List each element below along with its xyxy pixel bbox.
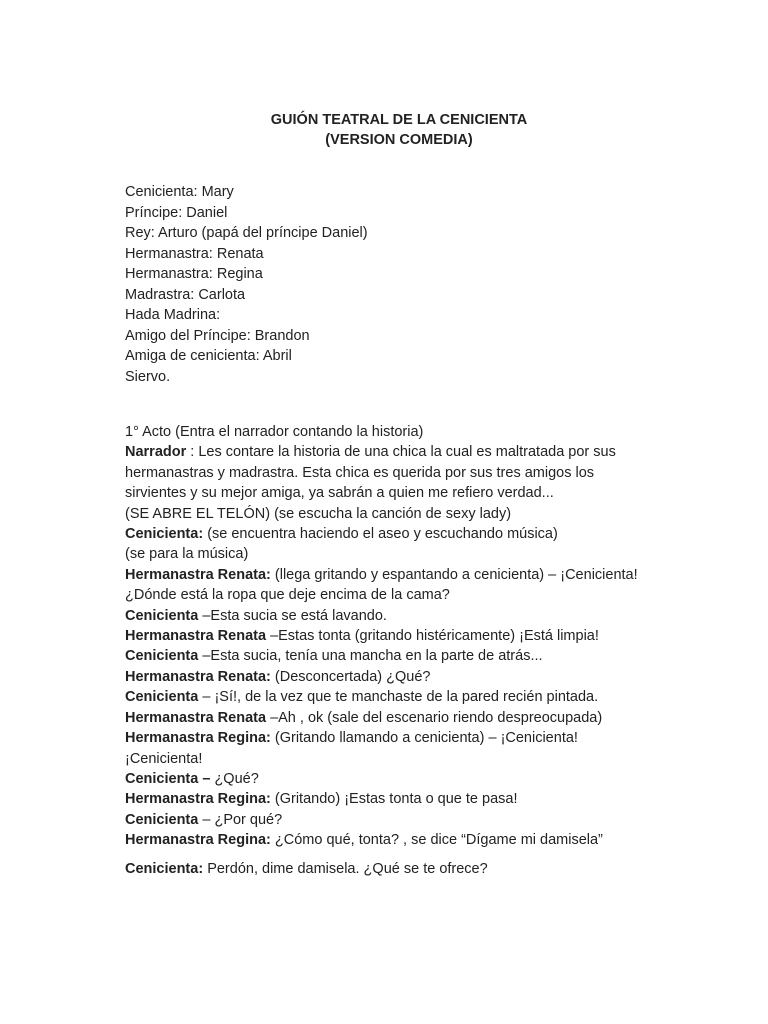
cast-item: Príncipe: Daniel — [125, 204, 228, 221]
dialogue-line — [125, 524, 705, 544]
dialogue-text: –Esta sucia se está lavando. — [198, 607, 387, 624]
cast-item: Madrastra: Carlota — [125, 286, 246, 303]
dialogue-text: ¿Cómo qué, tonta? , se dice “Dígame mi damisela” — [270, 832, 603, 849]
speaker-name: Hermanastra Renata — [125, 628, 267, 645]
speaker-name: Hermanastra Renata: — [125, 668, 271, 685]
dialogue-text: (llega gritando y espantando a cenicienta) – ¡Cenicienta! — [270, 566, 638, 583]
cast-item: Rey: Arturo (papá del príncipe Daniel) — [125, 225, 368, 241]
dialogue-text: (se encuentra haciendo el aseo y escuchando música) — [203, 526, 558, 543]
dialogue-line — [125, 667, 705, 687]
dialogue-text: –Ah , ok (sale del escenario riendo despreocupada) — [266, 709, 603, 726]
dialogue-text: – ¿Por qué? — [198, 811, 283, 828]
dialogue-line — [125, 606, 705, 626]
cast-item: Amigo del Príncipe: Brandon — [125, 327, 310, 344]
dialogue-text: (Desconcertada) ¿Qué? — [270, 668, 431, 685]
act-heading: 1° Acto (Entra el narrador contando la historia) — [125, 424, 424, 440]
cast-item: Siervo. — [125, 368, 171, 385]
dialogue-continuation: ¿Dónde está la ropa que deje encima de la cama? — [125, 587, 450, 604]
dialogue-line — [125, 810, 705, 830]
cast-item: Hermanastra: Regina — [125, 266, 263, 282]
dialogue-continuation: ¡Cenicienta! — [125, 750, 203, 767]
speaker-name: Cenicienta — [125, 607, 199, 624]
dialogue-line — [125, 830, 705, 850]
dialogue-line — [125, 728, 705, 748]
speaker-name: Hermanastra Regina: — [125, 832, 271, 849]
speaker-name: Hermanastra Renata: — [125, 566, 271, 583]
dialogue-text: : Les contare la historia de una chica la cual es maltratada por sus — [186, 444, 616, 461]
dialogue-line — [125, 442, 705, 462]
speaker-name: Cenicienta – — [125, 770, 211, 787]
dialogue-line — [125, 769, 705, 789]
speaker-name: Cenicienta: — [125, 526, 204, 543]
dialogue-line — [125, 789, 705, 809]
dialogue-continuation: hermanastras y madrastra. Esta chica es querida por sus tres amigos los — [125, 464, 595, 481]
script-body — [125, 422, 705, 879]
dialogue-line — [125, 687, 705, 707]
cast-item: Amiga de cenicienta: Abril — [125, 348, 292, 364]
speaker-name: Narrador — [125, 444, 187, 461]
cast-item: Hermanastra: Renata — [125, 245, 264, 262]
stage-direction: (se para la música) — [125, 546, 249, 563]
dialogue-text: Perdón, dime damisela. ¿Qué se te ofrece? — [203, 860, 488, 877]
dialogue-text: –Esta sucia, tenía una mancha en la parte de atrás... — [198, 648, 543, 665]
dialogue-line — [125, 565, 705, 585]
dialogue-line — [125, 646, 705, 666]
title-line-1: GUIÓN TEATRAL DE LA CENICIENTA — [270, 112, 528, 128]
cast-item: Hada Madrina: — [125, 307, 221, 323]
document-title — [0, 110, 768, 150]
dialogue-line — [125, 708, 705, 728]
dialogue-line — [125, 859, 705, 879]
dialogue-continuation: sirvientes y su mejor amiga, ya sabrán a quien me refiero verdad... — [125, 485, 554, 502]
title-line-2: (VERSION COMEDIA) — [325, 132, 473, 148]
dialogue-line — [125, 626, 705, 646]
dialogue-text: ¿Qué? — [210, 770, 259, 787]
speaker-name: Cenicienta — [125, 811, 199, 828]
dialogue-text: (Gritando llamando a cenicienta) – ¡Cenicienta! — [270, 730, 578, 747]
dialogue-text: –Estas tonta (gritando histéricamente) ¡Está limpia! — [266, 628, 599, 645]
speaker-name: Cenicienta: — [125, 860, 204, 877]
dialogue-text: (Gritando) ¡Estas tonta o que te pasa! — [270, 791, 518, 808]
speaker-name: Cenicienta — [125, 648, 199, 665]
speaker-name: Hermanastra Regina: — [125, 730, 271, 747]
cast-item: Cenicienta: Mary — [125, 184, 234, 200]
cast-list — [125, 182, 368, 387]
speaker-name: Cenicienta — [125, 689, 199, 706]
paragraph-gap — [125, 851, 705, 859]
speaker-name: Hermanastra Renata — [125, 709, 267, 726]
speaker-name: Hermanastra Regina: — [125, 791, 271, 808]
dialogue-text: – ¡Sí!, de la vez que te manchaste de la pared recién pintada. — [198, 689, 599, 706]
stage-direction: (SE ABRE EL TELÓN) (se escucha la canción de sexy lady) — [125, 505, 512, 522]
